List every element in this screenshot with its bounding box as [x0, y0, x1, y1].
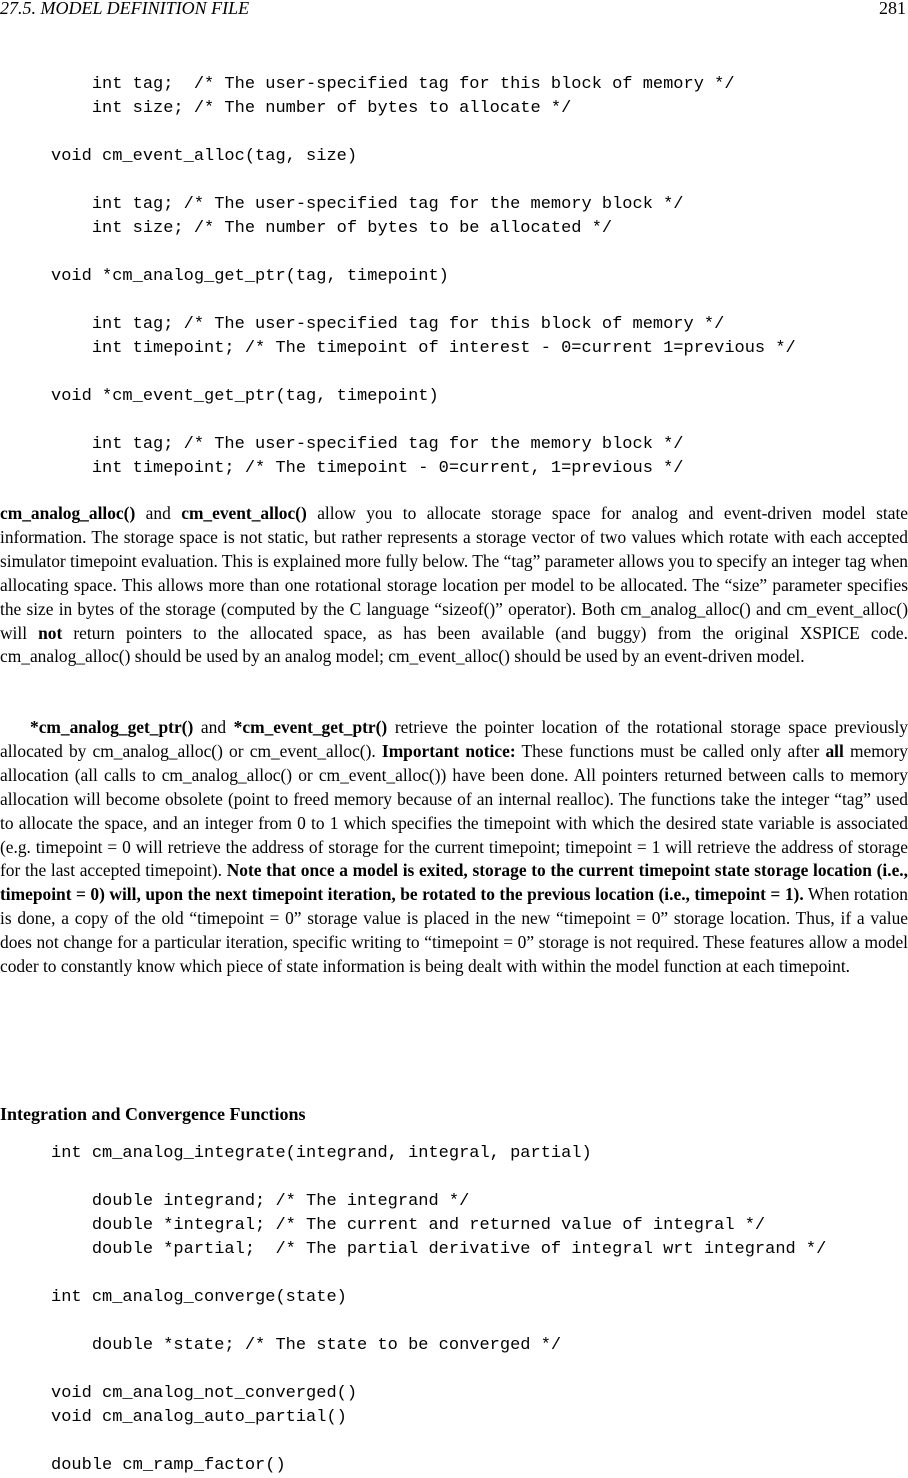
page-header	[0, 0, 908, 22]
text-run: and	[135, 503, 182, 523]
function-name: *cm_event_get_ptr()	[233, 717, 388, 737]
code-line: void cm_analog_not_converged()	[0, 1384, 358, 1403]
section-heading: Integration and Convergence Functions	[0, 1104, 306, 1124]
function-name: cm_analog_alloc()	[0, 503, 136, 523]
paragraph-get-ptr-description	[0, 716, 908, 979]
function-name: *cm_analog_get_ptr()	[30, 717, 194, 737]
code-block-memory-functions	[0, 73, 796, 481]
code-line: int tag; /* The user-specified tag for the memory block */	[0, 195, 684, 214]
function-name: cm_event_alloc()	[181, 503, 307, 523]
code-line: void *cm_event_get_ptr(tag, timepoint)	[0, 387, 439, 406]
code-line: int tag; /* The user-specified tag for this block of memory */	[0, 75, 735, 94]
code-line: int cm_analog_integrate(integrand, integral, partial)	[0, 1144, 592, 1163]
text-run: and	[193, 717, 234, 737]
code-line: double *state; /* The state to be converged */	[0, 1336, 562, 1355]
emphasis: not	[38, 622, 63, 643]
paragraph-alloc-description	[0, 502, 908, 669]
code-line: double integrand; /* The integrand */	[0, 1192, 470, 1211]
code-line: int size; /* The number of bytes to be allocated */	[0, 219, 613, 238]
text-run: When rotation is done, a copy of the old “timepoint = 0” storage value is placed in the new “timepoint = 0” storage location. Thus, if a value does not change for a particular iteration, specific writing to “timepoint = 0” storage is not required. These features allow a model coder to constantly know which piece of state information is being dealt with within the model function at each timepoint.	[0, 884, 908, 977]
code-line: void cm_analog_auto_partial()	[0, 1408, 347, 1427]
rotation-note: Note that once a model is exited, storage to the current timepoint state storage location (i.e., timepoint = 0) will, upon the next timepoint iteration, be rotated to the previous location (i.e., timepoint = 1).	[0, 860, 908, 905]
code-line: int size; /* The number of bytes to allocate */	[0, 99, 572, 118]
code-line: int tag; /* The user-specified tag for this block of memory */	[0, 315, 725, 334]
text-run: These functions must be called only after	[515, 740, 826, 761]
text-run: memory allocation (all calls to cm_analog_alloc() or cm_event_alloc()) have been done. All pointers returned between calls to memory allocation will become obsolete (point to freed memory because of an internal realloc). The functions take the integer “tag” used to allocate the space, and an integer from 0 to 1 which specifies the timepoint with which the desired state variable is associated (e.g. timepoint = 0 will retrieve the address of storage for the current timepoint; timepoint = 1 will retrieve the address of storage for the last accepted timepoint).	[0, 740, 908, 881]
important-notice-label: Important notice:	[381, 740, 516, 761]
emphasis: all	[825, 740, 844, 761]
text-run: return pointers to the allocated space, as has been available (and buggy) from the original XSPICE code. cm_analog_alloc() should be used by an analog model; cm_event_alloc() should be used by an event-driven model.	[0, 622, 908, 667]
code-line: void cm_event_alloc(tag, size)	[0, 147, 358, 166]
code-line: int timepoint; /* The timepoint of interest - 0=current 1=previous */	[0, 339, 796, 358]
text-run: allow you to allocate storage space for analog and event-driven model state information. The storage space is not static, but rather represents a storage vector of two values which rotate with each accepted simulator timepoint evaluation. This is explained more fully below. The “tag” parameter allows you to specify an integer tag when allocating space. This allows more than one rotational storage location per model to be allocated. The “size” parameter specifies the size in bytes of the storage (computed by the C language “sizeof()” operator). Both cm_analog_alloc() and cm_event_alloc() will	[0, 503, 908, 643]
running-section-title: 27.5. MODEL DEFINITION FILE	[0, 0, 250, 18]
code-line: int cm_analog_converge(state)	[0, 1288, 347, 1307]
code-line: double *integral; /* The current and returned value of integral */	[0, 1216, 766, 1235]
page-number: 281	[879, 0, 906, 18]
code-line: int timepoint; /* The timepoint - 0=current, 1=previous */	[0, 459, 684, 478]
text-run: retrieve the pointer location of the rotational storage space previously allocated by cm_analog_alloc() or cm_event_alloc().	[0, 717, 908, 761]
code-line: void *cm_analog_get_ptr(tag, timepoint)	[0, 267, 449, 286]
code-line: double cm_ramp_factor()	[0, 1456, 286, 1475]
code-line: double *partial; /* The partial derivative of integral wrt integrand */	[0, 1240, 827, 1259]
code-block-integration-functions	[0, 1142, 826, 1478]
code-line: int tag; /* The user-specified tag for the memory block */	[0, 435, 684, 454]
